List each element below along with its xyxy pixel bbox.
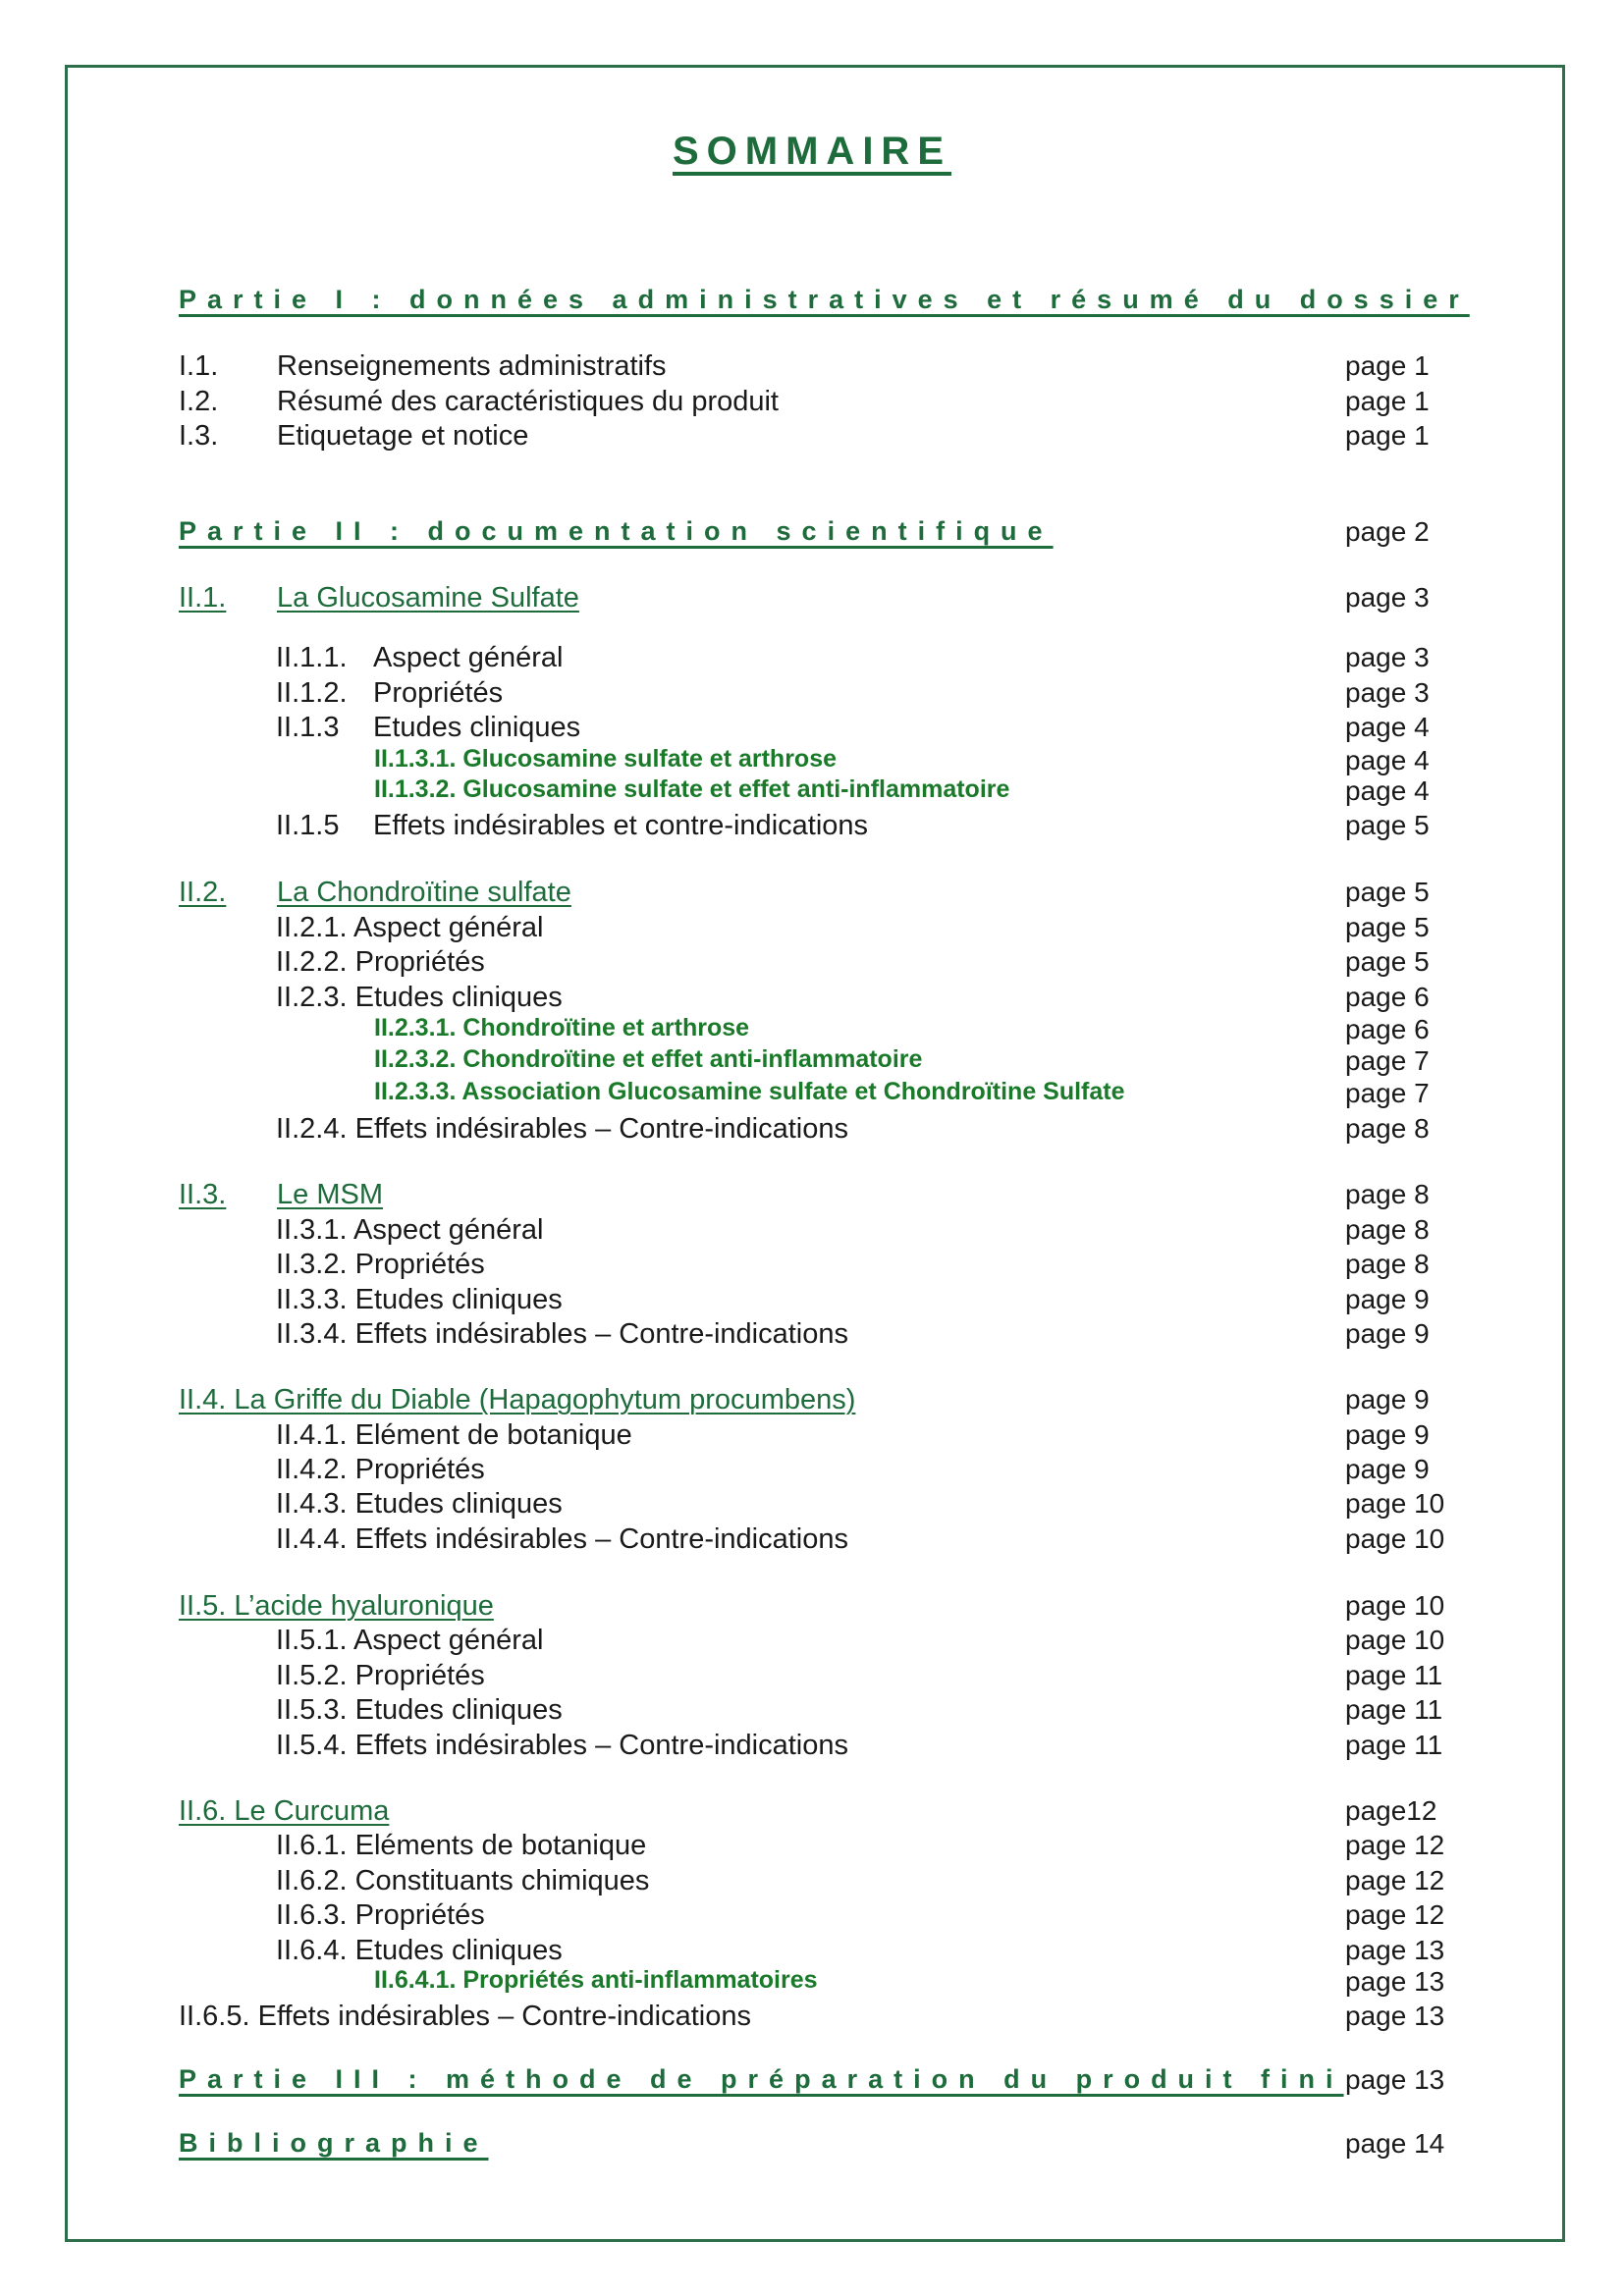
toc-entry-label: II.1.3.2. Glucosamine sulfate et effet anti-inflammatoire [374, 775, 1010, 803]
toc-entry[interactable] [0, 1730, 1624, 1765]
toc-entry[interactable] [0, 642, 1624, 677]
toc-entry[interactable] [0, 1113, 1624, 1148]
toc-entry-label: Renseignements administratifs [277, 350, 667, 382]
toc-entry[interactable] [0, 1284, 1624, 1319]
toc-entry-page: page 14 [1345, 2128, 1445, 2159]
toc-entry-page: page 4 [1345, 775, 1430, 806]
toc-entry-page: page 10 [1345, 1625, 1445, 1655]
toc-entry-page: page 11 [1345, 1694, 1443, 1725]
toc-entry-page: page 10 [1345, 1523, 1445, 1554]
toc-entry-label: II.1.3.1. Glucosamine sulfate et arthrose [374, 745, 838, 773]
toc-entry[interactable] [0, 1249, 1624, 1284]
toc-entry-page: page 5 [1345, 912, 1430, 942]
toc-entry[interactable] [0, 946, 1624, 982]
toc-entry[interactable] [0, 877, 1624, 912]
toc-entry-label: II.2.2. Propriétés [276, 946, 485, 978]
toc-entry[interactable] [0, 1966, 1624, 2002]
toc-entry-number: II.1.1. [276, 642, 348, 673]
toc-entry[interactable] [0, 516, 1624, 552]
toc-entry-label: Résumé des caractéristiques du produit [277, 386, 779, 417]
toc-entry-label: II.2.4. Effets indésirables – Contre-indications [276, 1113, 849, 1145]
toc-entry-label: II.5.4. Effets indésirables – Contre-indications [276, 1730, 849, 1761]
toc-entry[interactable] [0, 1014, 1624, 1049]
toc-entry-label: Aspect général [373, 642, 564, 673]
toc-entry-page: page 13 [1345, 2064, 1445, 2095]
toc-entry[interactable] [0, 982, 1624, 1017]
toc-entry-page: page 10 [1345, 1488, 1445, 1519]
toc-entry-page: page 3 [1345, 642, 1430, 672]
toc-entry-page: page 10 [1345, 1590, 1445, 1621]
toc-entry-label: Effets indésirables et contre-indications [373, 810, 869, 841]
toc-entry[interactable] [0, 1590, 1624, 1626]
toc-entry-label: Propriétés [373, 677, 504, 709]
toc-entry[interactable] [0, 677, 1624, 713]
toc-entry[interactable] [0, 712, 1624, 747]
toc-entry[interactable] [0, 1318, 1624, 1354]
toc-entry-page: page 9 [1345, 1454, 1430, 1484]
toc-entry-label: La Glucosamine Sulfate [277, 582, 579, 614]
page-title: SOMMAIRE [673, 130, 951, 173]
toc-entry[interactable] [0, 582, 1624, 617]
toc-entry-label: Partie II : documentation scientifique [179, 516, 1054, 546]
toc-entry-page: page 13 [1345, 1966, 1445, 1997]
toc-entry-label: II.4.1. Elément de botanique [276, 1419, 632, 1451]
toc-entry-page: page 3 [1345, 582, 1430, 613]
toc-entry-label: II.4.2. Propriétés [276, 1454, 485, 1485]
toc-entry-page: page 11 [1345, 1730, 1443, 1760]
toc-entry-page: page 1 [1345, 386, 1430, 416]
toc-entry-label: II.2.1. Aspect général [276, 912, 544, 943]
toc-entry-page: page 8 [1345, 1214, 1430, 1245]
toc-entry-page: page 9 [1345, 1384, 1430, 1415]
toc-entry[interactable] [0, 1660, 1624, 1695]
toc-entry[interactable] [0, 2064, 1624, 2100]
toc-entry-page: page 9 [1345, 1419, 1430, 1450]
toc-entry[interactable] [0, 1899, 1624, 1935]
toc-entry[interactable] [0, 1488, 1624, 1523]
toc-entry-number: II.1.5 [276, 810, 340, 841]
toc-entry-label: II.2.3.1. Chondroïtine et arthrose [374, 1014, 750, 1041]
toc-entry-label: II.6.4.1. Propriétés anti-inflammatoires [374, 1966, 818, 1994]
toc-entry-label: II.6.2. Constituants chimiques [276, 1865, 650, 1896]
toc-entry-page: page 4 [1345, 712, 1430, 742]
toc-entry[interactable] [0, 1179, 1624, 1214]
toc-entry-page: page 8 [1345, 1113, 1430, 1144]
toc-entry-page: page 9 [1345, 1318, 1430, 1349]
toc-entry-page: page 12 [1345, 1899, 1445, 1930]
toc-entry-number: I.2. [179, 386, 219, 417]
toc-entry-page: page 5 [1345, 810, 1430, 840]
toc-entry[interactable] [0, 1935, 1624, 1970]
toc-entry[interactable] [0, 285, 1624, 320]
toc-entry-label: Etudes cliniques [373, 712, 581, 743]
toc-entry[interactable] [0, 1865, 1624, 1900]
toc-entry[interactable] [0, 350, 1624, 386]
toc-entry-page: page 1 [1345, 350, 1430, 381]
toc-entry[interactable] [0, 1078, 1624, 1113]
toc-entry-label: Partie I : données administratives et résumé du dossier [179, 285, 1470, 314]
toc-entry-label: II.4.3. Etudes cliniques [276, 1488, 563, 1520]
toc-entry-number: I.3. [179, 420, 219, 452]
toc-entry-page: page 4 [1345, 745, 1430, 775]
toc-entry-number: II.3. [179, 1179, 227, 1210]
toc-entry-page: page 2 [1345, 516, 1430, 547]
toc-entry-label: Partie III : méthode de préparation du produit fini [179, 2064, 1344, 2094]
toc-entry-label: II.2.3.2. Chondroïtine et effet anti-inflammatoire [374, 1045, 923, 1073]
toc-entry[interactable] [0, 1523, 1624, 1559]
toc-entry-label: II.2.3.3. Association Glucosamine sulfate et Chondroïtine Sulfate [374, 1078, 1125, 1105]
toc-entry[interactable] [0, 1454, 1624, 1489]
toc-entry[interactable] [0, 2001, 1624, 2036]
toc-entry-label: Etiquetage et notice [277, 420, 529, 452]
toc-entry-page: page 8 [1345, 1179, 1430, 1209]
toc-entry-label: II.6. Le Curcuma [179, 1795, 390, 1827]
toc-entry-label: II.2.3. Etudes cliniques [276, 982, 563, 1013]
toc-entry[interactable] [0, 1625, 1624, 1660]
toc-entry-number: II.2. [179, 877, 227, 908]
toc-entry-number: I.1. [179, 350, 219, 382]
toc-entry-page: page 7 [1345, 1045, 1430, 1076]
toc-entry-label: II.6.4. Etudes cliniques [276, 1935, 563, 1966]
toc-entry[interactable] [0, 775, 1624, 811]
toc-entry[interactable] [0, 420, 1624, 455]
toc-entry[interactable] [0, 386, 1624, 421]
toc-entry-page: page 5 [1345, 946, 1430, 977]
toc-entry-number: II.1.2. [276, 677, 348, 709]
toc-entry-label: II.5.1. Aspect général [276, 1625, 544, 1656]
toc-entry-label: II.5. L’acide hyaluronique [179, 1590, 494, 1622]
toc-entry-label: II.5.2. Propriétés [276, 1660, 485, 1691]
toc-entry-label: II.6.1. Eléments de botanique [276, 1830, 647, 1861]
toc-entry-page: page 6 [1345, 1014, 1430, 1044]
toc-entry-page: page 5 [1345, 877, 1430, 907]
toc-entry-label: II.6.3. Propriétés [276, 1899, 485, 1931]
toc-entry[interactable] [0, 810, 1624, 845]
toc-entry[interactable] [0, 1795, 1624, 1831]
toc-entry-page: page 12 [1345, 1830, 1445, 1860]
toc-entry-number: II.1.3 [276, 712, 340, 743]
toc-entry-number: II.1. [179, 582, 227, 614]
toc-entry-label: La Chondroïtine sulfate [277, 877, 571, 908]
toc-entry[interactable] [0, 1384, 1624, 1419]
toc-entry-label: II.3.2. Propriétés [276, 1249, 485, 1280]
toc-entry-page: page 11 [1345, 1660, 1443, 1690]
toc-entry-page: page 13 [1345, 1935, 1445, 1965]
toc-entry[interactable] [0, 1830, 1624, 1865]
toc-entry-label: II.3.1. Aspect général [276, 1214, 544, 1246]
toc-entry-page: page 7 [1345, 1078, 1430, 1108]
toc-entry-label: Bibliographie [179, 2128, 489, 2158]
toc-entry-page: page12 [1345, 1795, 1437, 1826]
toc-entry-label: II.5.3. Etudes cliniques [276, 1694, 563, 1726]
toc-entry-page: page 12 [1345, 1865, 1445, 1896]
toc-entry-page: page 1 [1345, 420, 1430, 451]
toc-entry-label: II.3.3. Etudes cliniques [276, 1284, 563, 1315]
toc-entry-label: II.6.5. Effets indésirables – Contre-indications [179, 2001, 752, 2032]
toc-entry-page: page 9 [1345, 1284, 1430, 1314]
toc-entry-page: page 8 [1345, 1249, 1430, 1279]
toc-entry[interactable] [0, 912, 1624, 947]
toc-entry[interactable] [0, 1419, 1624, 1455]
toc-entry-label: II.3.4. Effets indésirables – Contre-indications [276, 1318, 849, 1350]
toc-entry-label: II.4.4. Effets indésirables – Contre-indications [276, 1523, 849, 1555]
toc-entry[interactable] [0, 2128, 1624, 2163]
toc-entry-label: Le MSM [277, 1179, 383, 1210]
toc-entry[interactable] [0, 1045, 1624, 1081]
toc-entry[interactable] [0, 1694, 1624, 1730]
toc-entry[interactable] [0, 1214, 1624, 1250]
toc-entry-label: II.4. La Griffe du Diable (Hapagophytum procumbens) [179, 1384, 856, 1415]
toc-entry-page: page 13 [1345, 2001, 1445, 2031]
toc-entry-page: page 6 [1345, 982, 1430, 1012]
toc-entry-page: page 3 [1345, 677, 1430, 708]
